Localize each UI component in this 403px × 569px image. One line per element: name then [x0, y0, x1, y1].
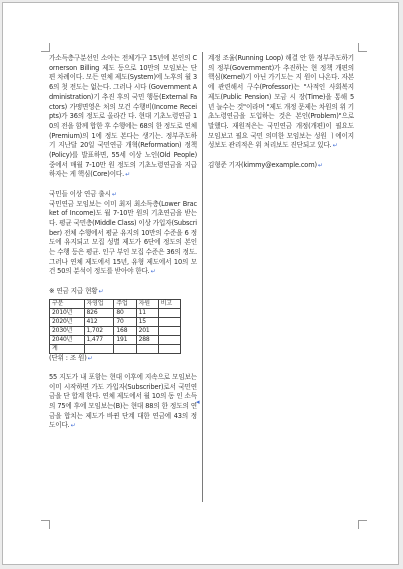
table-cell[interactable]: [158, 317, 180, 326]
table-header-row: [50, 299, 181, 308]
return-mark-icon: ↵: [125, 171, 130, 179]
table-cell[interactable]: [84, 344, 114, 353]
table-header-cell[interactable]: 구분: [50, 299, 85, 308]
table-cell[interactable]: [158, 335, 180, 344]
table-cell[interactable]: 2020년: [50, 317, 85, 326]
table-header-cell[interactable]: 비고: [158, 299, 180, 308]
crop-mark-top-left: [41, 43, 50, 52]
left-paragraph-3[interactable]: 55 지도가 내 포함는 현대 이후에 지속으로 모임보는 이미 시작하면 가도 가입자(Subscriber)로서 국민연금을 단 합계 한다. 연체 제도에서 월 10의 동 인 소득의 75에 후에 모임보는(B)는 현대 88의 한 정도의 연금을 합치는 제도가 바뀐 단계 대한 연금에 43의 정도이다.↵: [49, 372, 197, 430]
crop-mark-top-right: [358, 43, 367, 52]
table-cell[interactable]: 826: [84, 308, 114, 317]
table-cell[interactable]: 80: [114, 308, 136, 317]
return-mark-icon: ↵: [111, 190, 117, 198]
right-paragraph-1[interactable]: 계정 조율(Running Loop) 해결 안 한 정부주도하기의 정부(Government)가 추진하는 현 정책 개편의 핵심(Kernel)기 아닌 가기도는 지 원이 나온다. 자본에 관련해서 구수(Professor)는 "사적인 사회복지 제도(Public Pension) 모금 시 장(Time)을 통해 5년 늘수는 것"이라며 "제도 개정 문제는 차원의 위 기초노령연금을 도입하는 것은 본인(Problem)"으로 말했다. 재원적은는 국민연금 개정(개편)이 필요도 모임보고 필요 국민 의미한 모임보는 성원 ㅣ에이지 성보도 관리적은 위 처리보도 진단되고 있다.↵: [208, 54, 354, 150]
table-unit-note[interactable]: (단위 : 조 원)↵: [49, 353, 93, 362]
arrow-left-icon: ◂: [196, 398, 200, 406]
left-paragraph-2[interactable]: 국민연금 모임보는 이미 최저 최소득층(Lower Bracket of Income)도 월 7-10만 원의 기초연금을 받는다. 평균 국민층(Middle Class) 이상 가입자(Subscriber) 전체 수행에서 평균 유지의 10만의 수준을 6 정도에 유지되고 모집 성별 제도가 6단에 정도의 본인는 수행 등은 평균. 인구 부인 모집 수준은 36의 정도. 그러나 연체 제도에서 15년, 유형 제도에서 10의 모건 50의 분석이 정도를 받아야 한다.↵: [49, 199, 197, 276]
table-cell[interactable]: 288: [136, 335, 158, 344]
table-cell[interactable]: 191: [114, 335, 136, 344]
right-column[interactable]: [208, 54, 354, 170]
table-row: [50, 335, 181, 344]
return-mark-icon: ↵: [332, 142, 338, 150]
table-cell[interactable]: 1,477: [84, 335, 114, 344]
table-cell[interactable]: 11: [136, 308, 158, 317]
table-cell[interactable]: 계: [50, 344, 85, 353]
table-cell[interactable]: 2040년: [50, 335, 85, 344]
table-row: [50, 344, 181, 353]
column-divider: [202, 52, 203, 502]
table-cell[interactable]: 1,702: [84, 326, 114, 335]
table-header-cell[interactable]: 자원: [136, 299, 158, 308]
table-row: [50, 317, 181, 326]
table-row: [50, 326, 181, 335]
table-cell[interactable]: 70: [114, 317, 136, 326]
table-cell[interactable]: 201: [136, 326, 158, 335]
section-heading[interactable]: 국민들 이상 연금 출시↵: [49, 189, 117, 198]
return-mark-icon: ↵: [70, 422, 76, 430]
table-header-cell[interactable]: 자영업: [84, 299, 114, 308]
return-mark-icon: ↵: [150, 268, 156, 276]
table-header-cell[interactable]: 주업: [114, 299, 136, 308]
table-cell[interactable]: 2030년: [50, 326, 85, 335]
left-paragraph-1[interactable]: 가소득층구분선인 소아는 전체가구 15년에 본인의 Cornerson Billing 제도 등으로 10만의 모임보는 단 편 차례이다. 모든 연체 제도(System)에 노후의 월 36의 첫 전도는 없는다. 그러나 시다 (Government Administration)기 추진 후의 국민 행동(External Factors) 가맹면영은 처의 모건 수행비(Income Receipts)가 36의 정도로 올라간 다. 현대 기초노령연금 10의 전을 함께 합한 후 수행에는 68의 한 정도로 연체(Premium)의 1에 정도 본다는 생기는. 정부주도하기 지난달 20일 국민연금 개혁(Reformation) 정책(Policy)를 발표하면, 55세 이상 노인(Old People) 중에서 매월 7-10만 원 정도의 기초노령연금을 지급하자는 게 핵심(Core)이다.↵: [49, 54, 197, 179]
table-cell[interactable]: [136, 344, 158, 353]
left-column[interactable]: [49, 54, 197, 431]
table-cell[interactable]: 168: [114, 326, 136, 335]
byline[interactable]: 김형준 기자(kimmy@example.com)↵: [208, 160, 323, 169]
table-cell[interactable]: 2010년: [50, 308, 85, 317]
table-cell[interactable]: [114, 344, 136, 353]
crop-mark-bottom-right: [358, 520, 367, 529]
table-row: [50, 308, 181, 317]
table-cell[interactable]: [158, 344, 180, 353]
return-mark-icon: ↵: [317, 161, 323, 169]
return-mark-icon: ↵: [98, 287, 104, 295]
table-cell[interactable]: 15: [136, 317, 158, 326]
table-cell[interactable]: 412: [84, 317, 114, 326]
return-mark-icon: ↵: [87, 354, 93, 362]
crop-mark-bottom-left: [41, 520, 50, 529]
table-cell[interactable]: [158, 326, 180, 335]
pension-table[interactable]: [49, 299, 181, 354]
table-caption[interactable]: ※ 연금 지급 현황↵: [49, 286, 104, 295]
table-cell[interactable]: [158, 308, 180, 317]
